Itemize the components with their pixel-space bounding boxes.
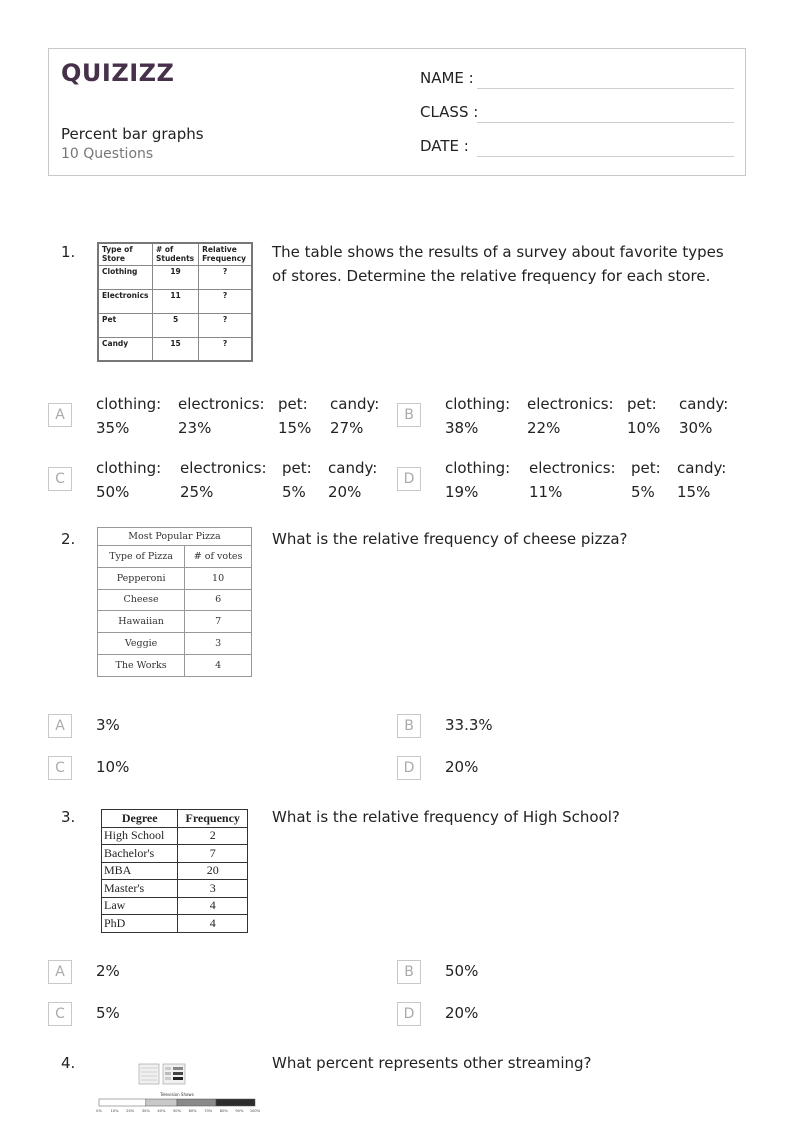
table-cell: Pet [98,313,152,337]
option-column[interactable]: pet: 10% [627,395,661,437]
question-number: 4. [61,1054,76,1072]
bar-tick-label: 80% [219,1109,228,1113]
question-text: The table shows the results of a survey about favorite types of stores. Determine the relative frequency for each store. [272,243,724,285]
table-cell: 20 [178,862,248,880]
table-cell: Veggie [98,633,185,655]
table-cell: Candy [98,337,152,361]
table-header: # of Students [152,243,198,265]
option-column[interactable]: candy: 27% [330,395,380,437]
option-text[interactable]: 20% [445,758,479,776]
table-cell: 7 [178,845,248,863]
option-letter[interactable]: A [48,403,72,427]
question-text: What is the relative frequency of High School? [272,808,620,826]
table-cell: 2 [178,827,248,845]
table-cell: ? [199,337,252,361]
table-cell: Electronics [98,289,152,313]
option-column[interactable]: clothing: 38% [445,395,511,437]
table-cell: Cheese [98,589,185,611]
option-column[interactable]: pet: 5% [282,459,312,501]
option-letter[interactable]: D [397,1002,421,1026]
class-line[interactable] [477,122,734,123]
table-cell: Master's [102,880,178,898]
bar-ticks [96,1109,261,1113]
option-column[interactable]: clothing: 19% [445,459,511,501]
table-cell: 3 [185,633,252,655]
option-letter[interactable]: C [48,1002,72,1026]
table-cell: ? [199,265,252,289]
table-header: Type of Store [98,243,152,265]
option-letter[interactable]: A [48,714,72,738]
name-label: NAME : [420,69,474,87]
worksheet-title: Percent bar graphs [61,125,204,143]
option-column[interactable]: electronics: 22% [527,395,614,437]
table-cell: PhD [102,915,178,933]
option-column[interactable]: candy: 30% [679,395,729,437]
table-caption: Most Popular Pizza [97,527,252,545]
question-number: 2. [61,530,76,548]
legend-box [139,1064,159,1084]
question-text: What percent represents other streaming? [272,1054,592,1072]
option-text[interactable]: 20% [445,1004,479,1022]
table-cell: 6 [185,589,252,611]
table-cell: ? [199,313,252,337]
bar-tick-label: 60% [188,1109,197,1113]
question-count: 10 Questions [61,146,154,162]
name-field[interactable] [420,69,734,91]
class-label: CLASS : [420,103,479,121]
bar-tick-label: 100% [249,1109,261,1113]
percent-bar-figure [96,1062,261,1118]
table-header: Frequency [178,810,248,828]
option-column[interactable]: pet: 5% [631,459,661,501]
pizza-votes-table [97,527,252,677]
table-cell: 5 [152,313,198,337]
option-text[interactable]: 50% [445,962,479,980]
name-line[interactable] [477,88,734,89]
table-cell: Bachelor's [102,845,178,863]
table-header: # of votes [185,546,252,568]
option-text[interactable]: 3% [96,716,120,734]
bar-segments [99,1099,255,1106]
option-text[interactable]: 33.3% [445,716,493,734]
table-header: Degree [102,810,178,828]
table-cell: Hawaiian [98,611,185,633]
option-column[interactable]: candy: 20% [328,459,378,501]
question-text: What is the relative frequency of cheese pizza? [272,530,628,548]
question-number: 1. [61,243,76,261]
date-field[interactable] [420,137,734,159]
table-cell: 19 [152,265,198,289]
option-text[interactable]: 2% [96,962,120,980]
date-line[interactable] [477,156,734,157]
option-text[interactable]: 10% [96,758,130,776]
table-cell: 10 [185,567,252,589]
table-cell: High School [102,827,178,845]
option-column[interactable]: electronics: 11% [529,459,616,501]
degree-frequency-table [101,809,248,933]
table-cell: 4 [185,654,252,676]
option-column[interactable]: candy: 15% [677,459,727,501]
option-text[interactable]: 5% [96,1004,120,1022]
table-cell: 11 [152,289,198,313]
bar-segment-3 [177,1099,216,1106]
question-2-table-image [97,527,252,677]
table-cell: 4 [178,897,248,915]
table-cell: 15 [152,337,198,361]
option-column[interactable]: clothing: 50% [96,459,162,501]
quizizz-logo: QUIZIZZ [61,59,175,87]
bar-tick-label: 70% [204,1109,213,1113]
bar-caption: Television Shows [160,1092,194,1097]
table-cell: The Works [98,654,185,676]
bar-tick-label: 90% [235,1109,244,1113]
table-cell: Pepperoni [98,567,185,589]
option-letter[interactable]: D [397,467,421,491]
store-survey-table [97,242,253,362]
option-column[interactable]: clothing: 35% [96,395,162,437]
class-field[interactable] [420,103,734,125]
table-cell: ? [199,289,252,313]
table-cell: 3 [178,880,248,898]
bar-tick-label: 50% [173,1109,181,1113]
table-cell: MBA [102,862,178,880]
option-column[interactable]: electronics: 25% [180,459,267,501]
table-cell: 7 [185,611,252,633]
table-cell: 4 [178,915,248,933]
bar-segment-4 [216,1099,255,1106]
option-column[interactable]: pet: 15% [278,395,312,437]
bar-segment-1 [99,1099,146,1106]
table-header: Relative Frequency [199,243,252,265]
option-letter[interactable]: A [48,960,72,984]
worksheet-header [48,48,746,176]
bar-segment-2 [146,1099,177,1106]
question-1-table-image [97,242,253,362]
option-letter[interactable]: C [48,467,72,491]
question-3-table-image [101,809,248,933]
bar-tick-label: 10% [110,1109,119,1113]
table-cell: Clothing [98,265,152,289]
option-letter[interactable]: B [397,714,421,738]
date-label: DATE : [420,137,469,155]
bar-tick-label: 40% [157,1109,166,1113]
option-column[interactable]: electronics: 23% [178,395,265,437]
option-letter[interactable]: B [397,403,421,427]
question-number: 3. [61,808,76,826]
option-letter[interactable]: B [397,960,421,984]
bar-tick-label: 30% [141,1109,150,1113]
option-letter[interactable]: C [48,756,72,780]
option-letter[interactable]: D [397,756,421,780]
bar-tick-label: 0% [96,1109,102,1113]
table-cell: Law [102,897,178,915]
table-header: Type of Pizza [98,546,185,568]
question-4-bar-image [96,1062,261,1122]
bar-tick-label: 20% [126,1109,135,1113]
